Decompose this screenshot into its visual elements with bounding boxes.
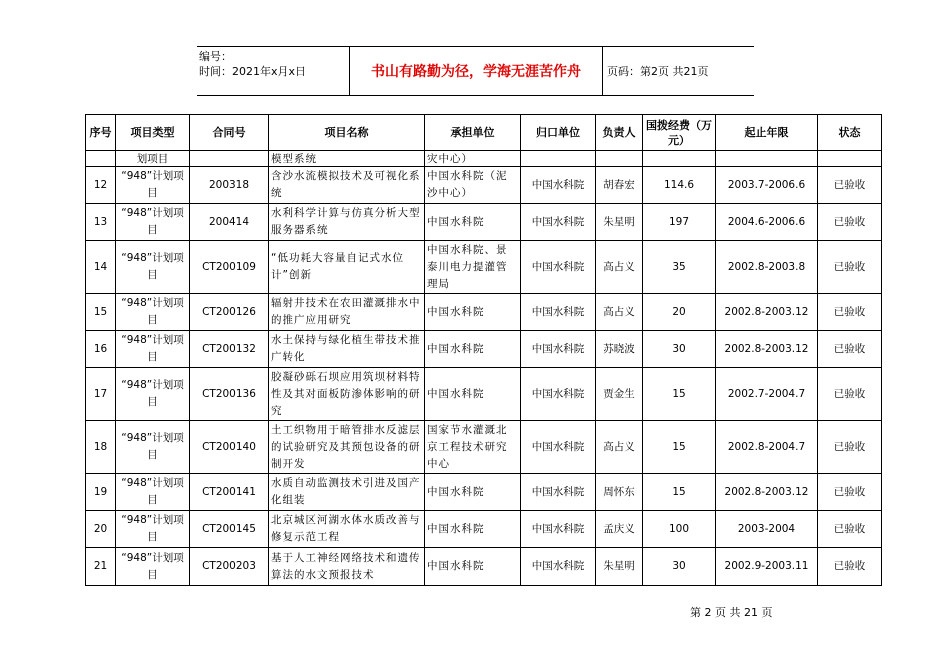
cell-leader: 朱星明 (596, 204, 643, 241)
cell-period: 2002.9-2003.11 (716, 548, 818, 586)
cell-fund: 197 (643, 204, 716, 241)
header-divider (602, 47, 603, 95)
cell-name: “低功耗大容量自记式水位计”创新 (269, 241, 425, 294)
cell-no: 20 (86, 511, 116, 548)
cell-type: “948”计划项目 (116, 241, 190, 294)
cell-leader: 孟庆义 (596, 511, 643, 548)
header-divider (349, 47, 350, 95)
page-footer: 第 2 页 共 21 页 (690, 606, 773, 619)
table-row (86, 474, 882, 511)
cell-unit: 中国水科院 (425, 368, 521, 421)
cell-contract: 200318 (190, 167, 269, 204)
cell-no: 17 (86, 368, 116, 421)
cell-unit: 中国水科院（泥沙中心） (425, 167, 521, 204)
cell-dept: 中国水科院 (521, 204, 596, 241)
cell-dept: 中国水科院 (521, 368, 596, 421)
cell-status: 已验收 (818, 474, 882, 511)
cell-leader: 胡春宏 (596, 167, 643, 204)
cell-fund (643, 151, 716, 167)
cell-dept: 中国水科院 (521, 421, 596, 474)
col-header: 合同号 (190, 115, 269, 151)
cell-period: 2002.8-2004.7 (716, 421, 818, 474)
cell-name: 模型系统 (269, 151, 425, 167)
table-row (86, 368, 882, 421)
col-header: 归口单位 (521, 115, 596, 151)
cell-type: “948”计划项目 (116, 421, 190, 474)
cell-unit: 中国水科院 (425, 204, 521, 241)
cell-unit: 中国水科院、景泰川电力提灌管理局 (425, 241, 521, 294)
cell-fund: 100 (643, 511, 716, 548)
cell-type: “948”计划项目 (116, 548, 190, 586)
cell-status: 已验收 (818, 204, 882, 241)
cell-status: 已验收 (818, 548, 882, 586)
header-meta (199, 49, 351, 93)
table-row (86, 511, 882, 548)
cell-contract (190, 151, 269, 167)
cell-type: 划项目 (116, 151, 190, 167)
cell-dept: 中国水科院 (521, 511, 596, 548)
cell-leader: 高占义 (596, 294, 643, 331)
table-row (86, 548, 882, 586)
cell-leader (596, 151, 643, 167)
cell-leader: 高占义 (596, 241, 643, 294)
cell-period: 2003.7-2006.6 (716, 167, 818, 204)
cell-unit: 中国水科院 (425, 474, 521, 511)
cell-status: 已验收 (818, 368, 882, 421)
cell-type: “948”计划项目 (116, 204, 190, 241)
cell-contract: 200414 (190, 204, 269, 241)
table-row (86, 294, 882, 331)
table-header-row (86, 115, 882, 151)
cell-contract: CT200136 (190, 368, 269, 421)
cell-name: 水质自动监测技术引进及国产化组装 (269, 474, 425, 511)
cell-contract: CT200141 (190, 474, 269, 511)
cell-no: 15 (86, 294, 116, 331)
cell-dept: 中国水科院 (521, 331, 596, 368)
cell-fund: 20 (643, 294, 716, 331)
cell-type: “948”计划项目 (116, 167, 190, 204)
cell-unit: 中国水科院 (425, 548, 521, 586)
page-indicator: 页码：第2页 共21页 (607, 65, 709, 78)
table-row (86, 151, 882, 167)
cell-contract: CT200145 (190, 511, 269, 548)
cell-fund: 114.6 (643, 167, 716, 204)
cell-no (86, 151, 116, 167)
cell-period: 2002.8-2003.12 (716, 294, 818, 331)
time-label: 时间：2021年x月x日 (199, 65, 307, 78)
cell-unit: 中国水科院 (425, 294, 521, 331)
cell-period: 2004.6-2006.6 (716, 204, 818, 241)
cell-period: 2002.8-2003.12 (716, 474, 818, 511)
cell-period: 2002.7-2004.7 (716, 368, 818, 421)
cell-no: 13 (86, 204, 116, 241)
cell-contract: CT200203 (190, 548, 269, 586)
cell-contract: CT200140 (190, 421, 269, 474)
cell-name: 含沙水流模拟技术及可视化系统 (269, 167, 425, 204)
cell-period: 2003-2004 (716, 511, 818, 548)
cell-no: 19 (86, 474, 116, 511)
col-header: 负责人 (596, 115, 643, 151)
cell-fund: 15 (643, 368, 716, 421)
col-header: 承担单位 (425, 115, 521, 151)
cell-dept (521, 151, 596, 167)
cell-status: 已验收 (818, 241, 882, 294)
cell-no: 18 (86, 421, 116, 474)
cell-status: 已验收 (818, 331, 882, 368)
cell-leader: 高占义 (596, 421, 643, 474)
cell-fund: 35 (643, 241, 716, 294)
header-motto: 书山有路勤为径，学海无涯苦作舟 (371, 64, 581, 80)
col-header: 状态 (818, 115, 882, 151)
cell-fund: 30 (643, 331, 716, 368)
cell-contract: CT200109 (190, 241, 269, 294)
cell-status: 已验收 (818, 167, 882, 204)
cell-contract: CT200126 (190, 294, 269, 331)
cell-period: 2002.8-2003.12 (716, 331, 818, 368)
cell-name: 辐射井技术在农田灌溉排水中的推广应用研究 (269, 294, 425, 331)
cell-period (716, 151, 818, 167)
cell-name: 水利科学计算与仿真分析大型服务器系统 (269, 204, 425, 241)
col-header: 国拨经费（万元） (643, 115, 716, 151)
cell-no: 12 (86, 167, 116, 204)
cell-contract: CT200132 (190, 331, 269, 368)
cell-name: 北京城区河湖水体水质改善与修复示范工程 (269, 511, 425, 548)
table-row (86, 331, 882, 368)
cell-unit: 中国水科院 (425, 331, 521, 368)
cell-dept: 中国水科院 (521, 167, 596, 204)
cell-period: 2002.8-2003.8 (716, 241, 818, 294)
table-row (86, 204, 882, 241)
project-table (85, 114, 882, 586)
cell-leader: 贾金生 (596, 368, 643, 421)
table-row (86, 241, 882, 294)
cell-type: “948”计划项目 (116, 368, 190, 421)
cell-status (818, 151, 882, 167)
cell-name: 基于人工神经网络技术和遗传算法的水文预报技术 (269, 548, 425, 586)
cell-status: 已验收 (818, 511, 882, 548)
table-row (86, 421, 882, 474)
cell-fund: 15 (643, 474, 716, 511)
cell-dept: 中国水科院 (521, 474, 596, 511)
cell-status: 已验收 (818, 294, 882, 331)
col-header: 序号 (86, 115, 116, 151)
cell-dept: 中国水科院 (521, 294, 596, 331)
cell-name: 水土保持与绿化植生带技术推广转化 (269, 331, 425, 368)
col-header: 项目类型 (116, 115, 190, 151)
number-label: 编号： (199, 50, 232, 63)
cell-no: 16 (86, 331, 116, 368)
cell-no: 14 (86, 241, 116, 294)
cell-dept: 中国水科院 (521, 241, 596, 294)
cell-type: “948”计划项目 (116, 511, 190, 548)
page-header (197, 46, 754, 96)
cell-type: “948”计划项目 (116, 294, 190, 331)
cell-dept: 中国水科院 (521, 548, 596, 586)
cell-type: “948”计划项目 (116, 331, 190, 368)
cell-name: 土工织物用于暗管排水反滤层的试验研究及其预包设备的研制开发 (269, 421, 425, 474)
cell-type: “948”计划项目 (116, 474, 190, 511)
cell-unit: 中国水科院 (425, 511, 521, 548)
col-header: 起止年限 (716, 115, 818, 151)
col-header: 项目名称 (269, 115, 425, 151)
cell-status: 已验收 (818, 421, 882, 474)
table-row (86, 167, 882, 204)
cell-leader: 苏晓波 (596, 331, 643, 368)
cell-leader: 周怀东 (596, 474, 643, 511)
cell-unit: 灾中心） (425, 151, 521, 167)
cell-no: 21 (86, 548, 116, 586)
cell-leader: 朱星明 (596, 548, 643, 586)
cell-name: 胶凝砂砾石坝应用筑坝材料特性及其对面板防渗体影响的研究 (269, 368, 425, 421)
cell-fund: 30 (643, 548, 716, 586)
cell-unit: 国家节水灌溉北京工程技术研究中心 (425, 421, 521, 474)
cell-fund: 15 (643, 421, 716, 474)
